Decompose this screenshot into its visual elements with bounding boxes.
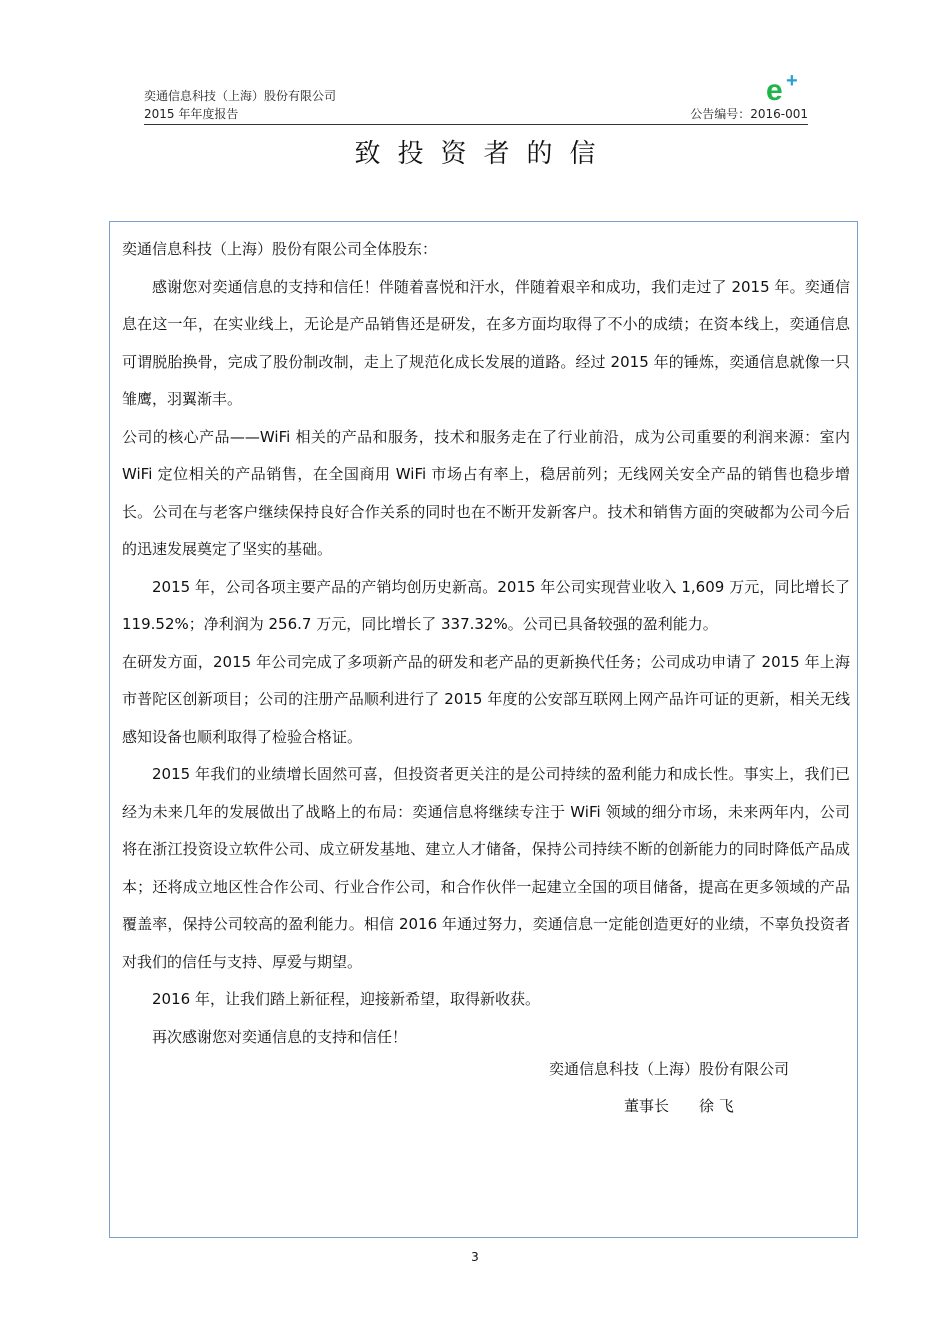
header-company: 奕通信息科技（上海）股份有限公司 — [144, 89, 337, 103]
letter-paragraph: 2015 年，公司各项主要产品的产销均创历史新高。2015 年公司实现营业收入 1,609 万元，同比增长了 119.52%；净利润为 256.7 万元，同比增长了 337.32%。公司已具备较强的盈利能力。 — [122, 577, 850, 633]
svg-text:+: + — [786, 72, 798, 92]
page-number: 3 — [471, 1250, 479, 1264]
letter-paragraph: 公司的核心产品——WiFi 相关的产品和服务，技术和服务走在了行业前沿，成为公司重要的利润来源：室内 WiFi 定位相关的产品销售，在全国商用 WiFi 市场占有率上，稳居前列；无线网关安全产品的销售也稳步增长。公司在与老客户继续保持良好合作关系的同时也在不断开发新客户。技术和销售方面的突破都为公司今后的迅速发展奠定了坚实的基础。 — [122, 427, 850, 558]
letter-paragraph: 2016 年，让我们踏上新征程，迎接新希望，取得新收获。 — [152, 990, 540, 1008]
svg-text:e: e — [766, 74, 783, 104]
header-divider — [144, 124, 808, 125]
header-report-title: 2015 年年度报告 — [144, 107, 239, 121]
letter-paragraph: 在研发方面，2015 年公司完成了多项新产品的研发和老产品的更新换代任务；公司成功申请了 2015 年上海市普陀区创新项目；公司的注册产品顺利进行了 2015 年度的公安部互联网上网产品许可证的更新，相关无线感知设备也顺利取得了检验合格证。 — [122, 652, 850, 746]
letter-paragraph: 再次感谢您对奕通信息的支持和信任！ — [152, 1027, 408, 1046]
signature-title: 董事长 — [624, 1097, 670, 1115]
signature-name: 徐 飞 — [699, 1097, 734, 1115]
letter-paragraph: 感谢您对奕通信息的支持和信任！伴随着喜悦和汗水，伴随着艰辛和成功，我们走过了 2015 年。奕通信息在这一年，在实业线上，无论是产品销售还是研发，在多方面均取得了不小的成绩；在资本线上，奕通信息可谓脱胎换骨，完成了股份制改制，走上了规范化成长发展的道路。经过 2015 年的锤炼，奕通信息就像一只雏鹰，羽翼渐丰。 — [122, 277, 850, 408]
letter-salutation: 奕通信息科技（上海）股份有限公司全体股东： — [122, 240, 438, 258]
letter-paragraph: 2015 年我们的业绩增长固然可喜，但投资者更关注的是公司持续的盈利能力和成长性。事实上，我们已经为未来几年的发展做出了战略上的布局：奕通信息将继续专注于 WiFi 领域的细分市场，未来两年内，公司将在浙江投资设立软件公司、成立研发基地、建立人才储备，保持公司持续不断的创新能力的同时降低产品成本；还将成立地区性合作公司、行业合作公司，和合作伙伴一起建立全国的项目储备，提高在更多领域的产品覆盖率，保持公司较高的盈利能力。相信 2016 年通过努力，奕通信息一定能创造更好的业绩，不辜负投资者对我们的信任与支持、厚爱与期望。 — [122, 765, 850, 971]
eplus-logo-icon — [765, 72, 805, 104]
header-notice-number: 公告编号：2016-001 — [690, 107, 808, 121]
letter-body — [122, 231, 850, 1056]
page-header — [144, 86, 808, 126]
letter-title: 致投资者的信 — [354, 139, 613, 169]
signature-company: 奕通信息科技（上海）股份有限公司 — [549, 1060, 790, 1078]
signature-chairman — [624, 1096, 734, 1116]
